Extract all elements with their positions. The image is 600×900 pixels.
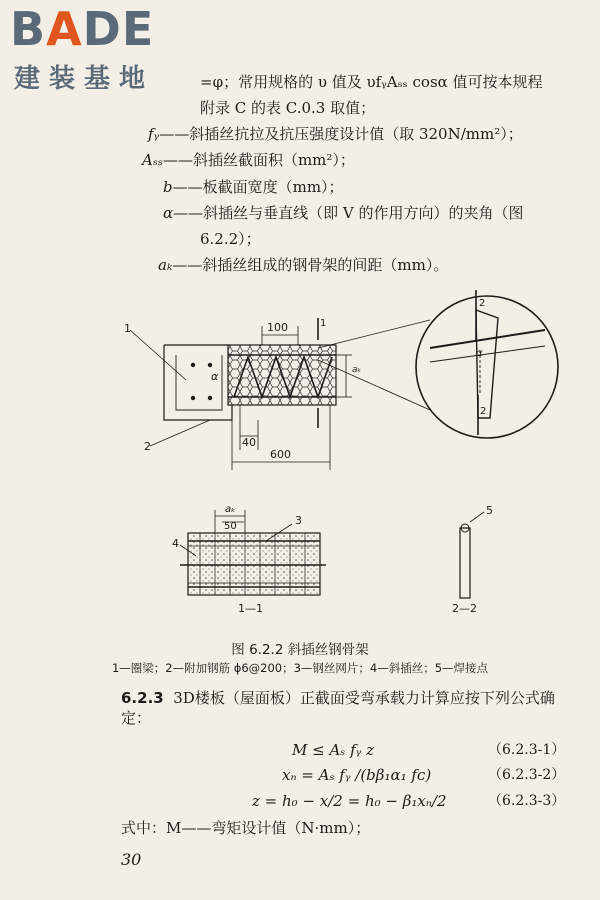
callout-5-label: 5	[486, 504, 493, 517]
figure-caption: 图 6.2.2 斜插丝钢骨架	[231, 642, 369, 658]
section-text: 3D楼板（屋面板）正截面受弯承载力计算应按下列公式确定：	[121, 689, 555, 727]
equation-3: z = h₀ − x/2 = h₀ − β₁xₙ/2	[252, 792, 447, 810]
ak-label-lower: aₖ	[225, 504, 236, 515]
detail-2-top: 2	[479, 298, 486, 309]
symbol-ak: aₖ	[158, 256, 173, 274]
definition-b-text: ——板截面宽度（mm）；	[172, 178, 344, 196]
symbol-b: b	[163, 178, 173, 196]
detail-circle	[416, 290, 558, 438]
symbol-fy: fᵧ	[148, 125, 160, 143]
definition-alpha-text: ——斜插丝与垂直线（即 V 的作用方向）的夹角（图	[173, 204, 524, 222]
callout-1-label: 1	[124, 322, 131, 335]
callout-4-label: 4	[172, 537, 179, 550]
section-number: 6.2.3	[121, 689, 164, 707]
detail-alpha-label: α	[476, 348, 483, 359]
detail-2-bottom: 2	[480, 406, 487, 417]
section-6-2-3	[121, 688, 581, 728]
definition-phi-line1: =φ；常用规格的 υ 值及 υfᵧAₛₛ cosα 值可按本规程	[200, 73, 543, 91]
ak-label-upper: aₖ	[352, 365, 362, 375]
equation-1: M ≤ Aₛ fᵧ z	[292, 741, 374, 759]
figure-legend: 1—圈梁；2—附加钢筋 ϕ6@200；3—钢丝网片；4—斜插丝；5—焊接点	[111, 661, 489, 675]
alpha-label: α	[211, 370, 219, 383]
section-1-1-label: 1—1	[238, 602, 263, 615]
dim-600-label: 600	[270, 448, 291, 461]
equation-2-number: （6.2.3-2）	[488, 767, 566, 783]
equation-3-number: （6.2.3-3）	[488, 793, 566, 809]
symbol-alpha: α	[163, 204, 174, 222]
callout-3-label: 3	[295, 514, 302, 527]
dim-40-label: 40	[242, 436, 256, 449]
definition-alpha-line2: 6.2.2）；	[200, 230, 261, 248]
definition-fy-text: ——斜插丝抗拉及抗压强度设计值（取 320N/mm²）；	[159, 125, 523, 143]
dim-100-label: 100	[267, 321, 288, 334]
definition-phi-line2: 附录 C 的表 C.0.3 取值；	[200, 99, 376, 117]
where-clause: 式中：M——弯矩设计值（N·mm）；	[121, 819, 371, 837]
section-2-2	[460, 512, 484, 598]
dim-50-label: 50	[224, 521, 237, 532]
page-number: 30	[121, 850, 142, 869]
section-mark-1: 1	[320, 318, 327, 329]
definition-ass-text: ——斜插丝截面积（mm²）；	[162, 151, 355, 169]
definition-ak-text: ——斜插丝组成的钢骨架的间距（mm）。	[172, 256, 449, 274]
equation-2: xₙ = Aₛ fᵧ /(bβ₁α₁ fᴄ)	[282, 766, 432, 784]
equation-1-number: （6.2.3-1）	[488, 742, 566, 758]
watermark-brand: BADE	[10, 2, 155, 56]
section-1-1	[180, 510, 326, 595]
callout-2-label: 2	[144, 440, 151, 453]
watermark-brand-cn: 建装基地	[14, 64, 155, 94]
symbol-ass: Aₛₛ	[142, 151, 163, 169]
section-2-2-label: 2—2	[452, 602, 477, 615]
